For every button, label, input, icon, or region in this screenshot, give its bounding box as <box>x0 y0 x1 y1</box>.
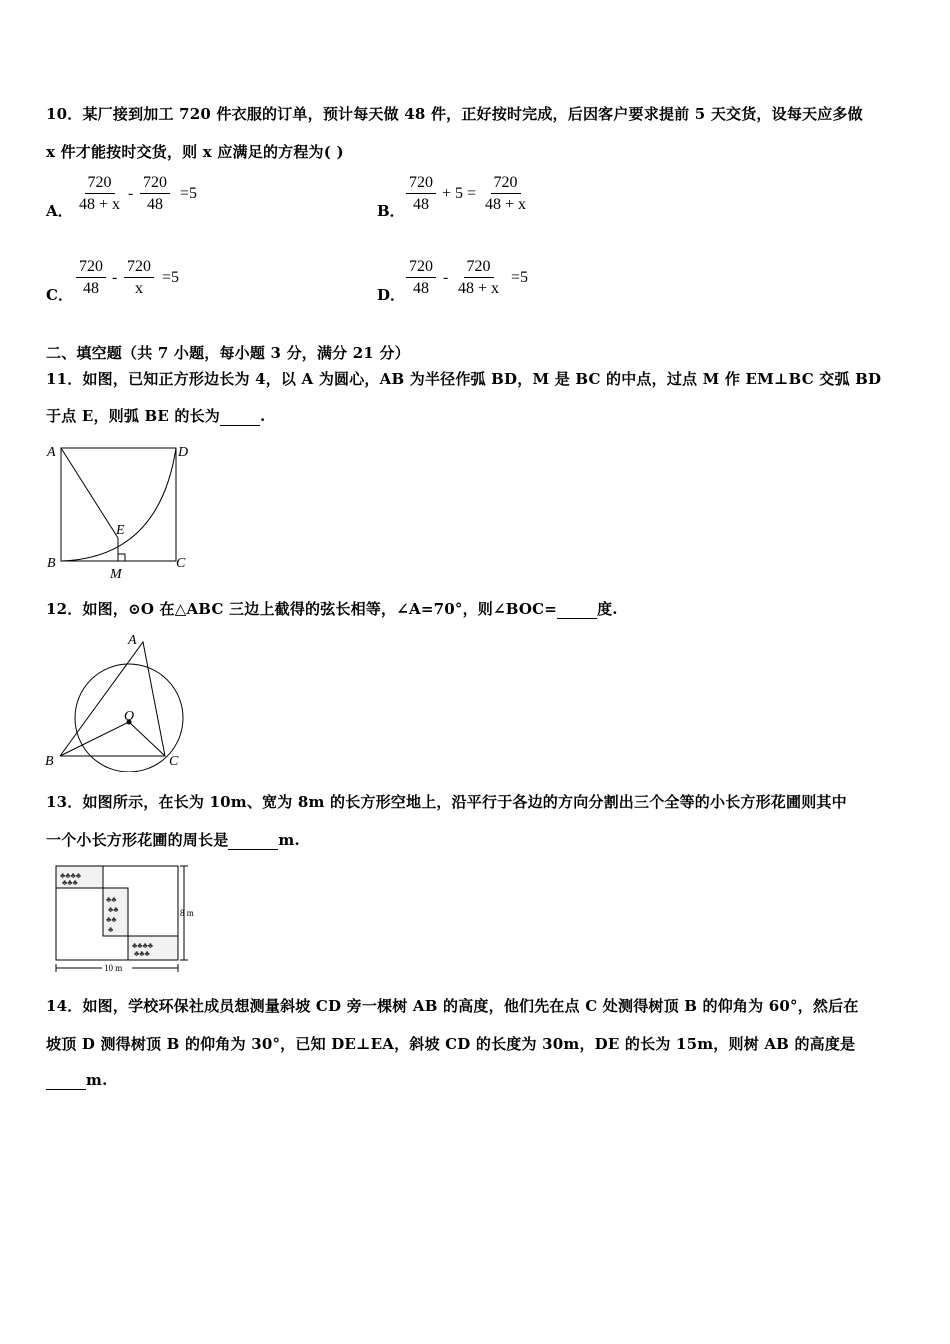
q14-line3 <box>46 1071 108 1090</box>
segment-ae <box>61 448 118 538</box>
answer-blank[interactable] <box>46 1071 86 1090</box>
label-o: O <box>124 709 135 724</box>
fraction-denominator: 48 <box>413 196 429 213</box>
option-a-operator: - <box>128 185 134 202</box>
option-c-fraction-1 <box>76 258 106 298</box>
fraction-denominator: 48 <box>147 196 163 213</box>
svg-text:♣♣: ♣♣ <box>108 905 119 914</box>
answer-blank[interactable] <box>557 600 597 619</box>
label-m: M <box>110 567 122 582</box>
q10-line2: x 件才能按时交货，则 x 应满足的方程为( ) <box>46 143 344 161</box>
option-b-fraction-1 <box>406 174 436 214</box>
fraction-numerator: 720 <box>491 174 521 194</box>
q13-figure <box>44 860 214 980</box>
option-a-label: A． <box>46 202 73 220</box>
height-label: 8 m <box>180 908 194 918</box>
answer-blank[interactable] <box>220 407 260 426</box>
label-b: B <box>45 754 54 769</box>
option-a-rhs: =5 <box>180 185 198 202</box>
fraction-numerator: 720 <box>85 174 115 194</box>
q11-line1: 11．如图，已知正方形边长为 4，以 A 为圆心，AB 为半径作弧 BD，M 是 BC 的中点，过点 M 作 EM⊥BC 交弧 BD <box>46 370 882 388</box>
triangle-abc <box>60 642 165 756</box>
svg-text:♣♣♣: ♣♣♣ <box>62 878 78 887</box>
fraction-denominator: 48 <box>83 280 99 297</box>
q13-line2-end: m. <box>278 831 300 849</box>
flower-marks <box>60 871 154 958</box>
q12-text-end: 度. <box>597 600 618 618</box>
section-heading: 二、填空题（共 7 小题，每小题 3 分，满分 21 分） <box>46 344 410 362</box>
q14-line2: 坡顶 D 测得树顶 B 的仰角为 30°，已知 DE⊥EA，斜坡 CD 的长度为 30m，DE 的长为 15m，则树 AB 的高度是 <box>46 1035 856 1053</box>
q12-figure <box>44 630 194 772</box>
option-d-fraction-1 <box>406 258 436 298</box>
label-a: A <box>47 445 56 460</box>
option-a-fraction-2 <box>140 174 170 214</box>
svg-text:♣♣♣♣: ♣♣♣♣ <box>132 941 153 950</box>
option-d-operator: - <box>443 269 449 286</box>
fraction-numerator: 720 <box>76 258 106 278</box>
svg-text:♣: ♣ <box>108 925 114 934</box>
label-c: C <box>176 556 186 571</box>
q11-line2-text: 于点 E，则弧 BE 的长为 <box>46 407 221 425</box>
svg-text:♣♣: ♣♣ <box>106 915 117 924</box>
label-e: E <box>116 523 125 538</box>
q13-line2-text: 一个小长方形花圃的周长是 <box>46 831 229 849</box>
fraction-denominator: 48 + x <box>485 196 527 213</box>
label-c: C <box>169 754 179 769</box>
q14-line1: 14．如图，学校环保社成员想测量斜坡 CD 旁一棵树 AB 的高度，他们先在点 C 处测得树顶 B 的仰角为 60°，然后在 <box>46 997 859 1015</box>
fraction-denominator: 48 + x <box>79 196 121 213</box>
option-b-operator: + 5 = <box>442 185 477 202</box>
q11-line2 <box>46 405 265 426</box>
q14-line3-end: m. <box>86 1071 108 1089</box>
q11-figure <box>44 440 194 582</box>
option-d-label: D． <box>377 286 406 304</box>
fraction-numerator: 720 <box>406 174 436 194</box>
answer-blank[interactable] <box>228 831 278 850</box>
q11-line2-end: . <box>260 407 266 425</box>
option-b-label: B． <box>377 202 405 220</box>
option-c-label: C． <box>46 286 73 304</box>
fraction-numerator: 720 <box>124 258 154 278</box>
fraction-denominator: 48 + x <box>458 280 500 297</box>
fraction-numerator: 720 <box>464 258 494 278</box>
fraction-denominator: x <box>135 280 143 297</box>
svg-text:♣♣♣: ♣♣♣ <box>134 949 150 958</box>
width-label: 10 m <box>104 963 123 973</box>
q12-line <box>46 598 618 619</box>
option-c-rhs: =5 <box>162 269 180 286</box>
svg-text:♣♣: ♣♣ <box>106 895 117 904</box>
option-d-rhs: =5 <box>511 269 529 286</box>
fraction-denominator: 48 <box>413 280 429 297</box>
option-d-fraction-2 <box>455 258 502 298</box>
option-b-fraction-2 <box>482 174 529 214</box>
label-b: B <box>47 556 56 571</box>
label-a: A <box>128 633 137 648</box>
fraction-numerator: 720 <box>406 258 436 278</box>
q12-text: 12．如图，⊙O 在△ABC 三边上截得的弦长相等，∠A=70°，则∠BOC= <box>46 600 558 618</box>
q13-line1: 13．如图所示，在长为 10m、宽为 8m 的长方形空地上，沿平行于各边的方向分割出三个全等的小长方形花圃则其中 <box>46 793 847 811</box>
svg-text:♣♣♣♣: ♣♣♣♣ <box>60 871 81 880</box>
label-d: D <box>178 445 189 460</box>
option-a-fraction-1 <box>76 174 123 214</box>
q10-line1: 10．某厂接到加工 720 件衣服的订单，预计每天做 48 件，正好按时完成，后因客户要求提前 5 天交货，设每天应多做 <box>46 105 863 123</box>
segment-bo <box>60 722 129 756</box>
q13-line2 <box>46 829 300 850</box>
option-c-fraction-2 <box>124 258 154 298</box>
fraction-numerator: 720 <box>140 174 170 194</box>
option-c-operator: - <box>112 269 118 286</box>
right-angle-mark <box>118 554 125 561</box>
